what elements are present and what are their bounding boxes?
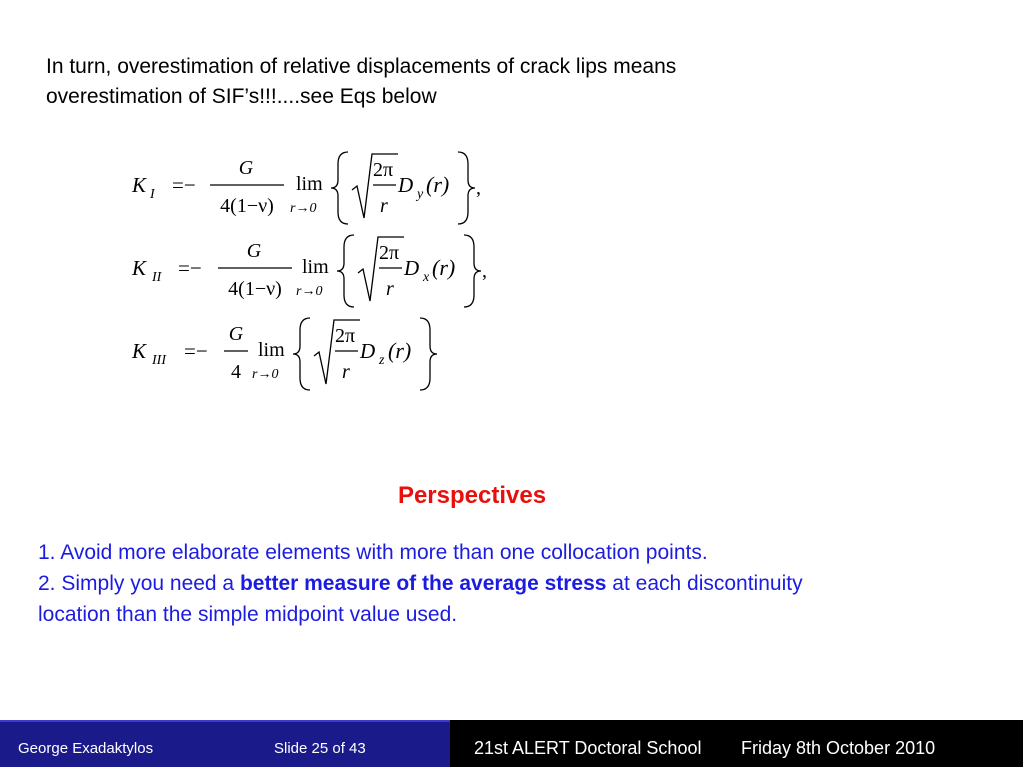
eq-sqrt-num: 2π [378, 242, 400, 264]
eq-d-sub: y [417, 187, 424, 202]
equation-k3 [126, 316, 546, 398]
eq-sqrt-den: r [386, 278, 394, 300]
equation-k3-graphic [126, 316, 546, 398]
eq-d: D [404, 256, 420, 280]
eq-lim-sub: r→0 [252, 367, 279, 382]
eq-k: K [132, 256, 147, 280]
point-2-line-2: location than the simple midpoint value used. [38, 603, 458, 626]
eq-lim: lim [296, 173, 323, 195]
eq-denominator: 4(1−ν) [228, 278, 282, 300]
point-2-post: at each discontinuity [606, 572, 803, 595]
eq-right-brace [464, 235, 481, 307]
eq-arg: (r) [432, 255, 456, 280]
eq-denominator: 4(1−ν) [220, 195, 274, 217]
eq-left-brace [331, 152, 348, 224]
eq-sqrt-num: 2π [334, 325, 356, 347]
eq-k-sub: II [152, 270, 162, 285]
eq-arg: (r) [426, 172, 450, 197]
intro-line-1: In turn, overestimation of relative displacements of crack lips means [46, 55, 677, 78]
equation-k1-graphic [126, 150, 546, 232]
eq-left-brace [293, 318, 310, 390]
point-2-pre: 2. Simply you need a [38, 572, 240, 595]
footer-event: 21st ALERT Doctoral School [474, 738, 702, 758]
eq-lim: lim [302, 256, 329, 278]
eq-k: K [132, 173, 147, 197]
equation-k1 [126, 150, 546, 232]
eq-trail: , [482, 260, 487, 282]
eq-right-brace [458, 152, 475, 224]
eq-equals-minus: =− [172, 173, 196, 197]
eq-trail: , [476, 177, 481, 199]
footer-author: George Exadaktylos [18, 740, 154, 757]
eq-k: K [132, 339, 147, 363]
eq-lim: lim [258, 339, 285, 361]
eq-d-sub: x [423, 270, 430, 285]
equation-k2 [126, 233, 546, 315]
intro-line-2: overestimation of SIF’s!!!....see Eqs below [46, 85, 437, 108]
eq-sqrt-den: r [380, 195, 388, 217]
footer-date: Friday 8th October 2010 [741, 738, 936, 758]
eq-right-brace [420, 318, 437, 390]
eq-left-brace [337, 235, 354, 307]
eq-sqrt-den: r [342, 361, 350, 383]
eq-equals-minus: =− [184, 339, 208, 363]
eq-numerator: G [238, 157, 254, 179]
eq-d: D [398, 173, 414, 197]
eq-lim-sub: r→0 [296, 284, 323, 299]
point-2-bold: better measure of the average stress [239, 572, 607, 595]
eq-arg: (r) [388, 338, 412, 363]
eq-d-sub: z [379, 353, 385, 368]
eq-numerator: G [246, 240, 262, 262]
eq-sqrt-num: 2π [372, 159, 394, 181]
footer-bar [0, 720, 1023, 767]
equation-k2-graphic [126, 233, 546, 315]
point-1: 1. Avoid more elaborate elements with more than one collocation points. [38, 541, 708, 564]
eq-equals-minus: =− [178, 256, 202, 280]
eq-k-sub: III [152, 353, 166, 368]
eq-denominator: 4 [231, 361, 241, 383]
perspectives-heading: Perspectives [397, 482, 547, 509]
perspectives-points [38, 537, 998, 630]
eq-d: D [360, 339, 376, 363]
point-2 [38, 568, 998, 599]
footer-slide-number: Slide 25 of 43 [274, 740, 366, 757]
eq-numerator: G [228, 323, 244, 345]
intro-text [46, 52, 946, 112]
footer-left-panel [0, 720, 450, 767]
eq-lim-sub: r→0 [290, 201, 317, 216]
eq-k-sub: I [150, 187, 155, 202]
